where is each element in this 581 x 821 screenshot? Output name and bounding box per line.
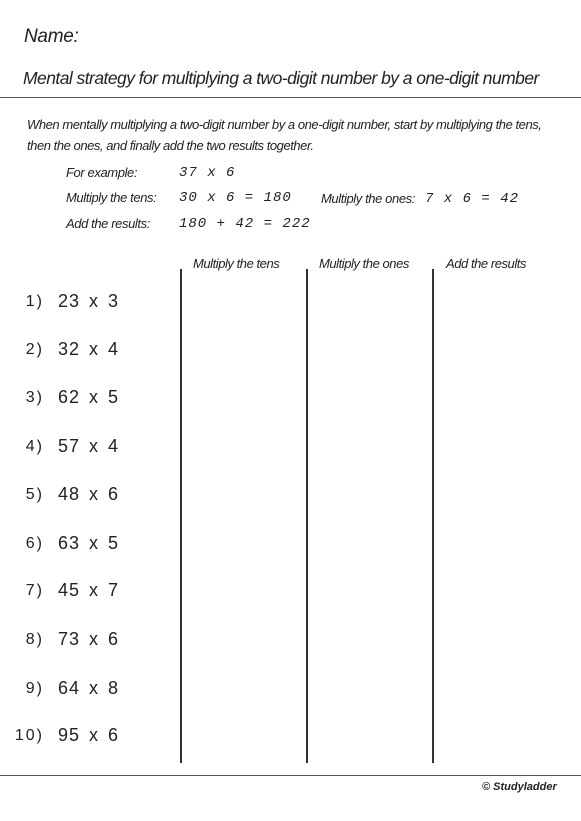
column-divider-1 (180, 269, 182, 763)
question-expression: 73 x 6 (58, 629, 120, 649)
question-expression: 45 x 7 (58, 580, 120, 600)
question-expression: 23 x 3 (58, 291, 120, 311)
copyright-notice: © Studyladder (482, 781, 557, 793)
add-results-label: Add the results: (66, 216, 150, 231)
question-expression: 57 x 4 (58, 436, 120, 456)
question-number: 3) (25, 389, 44, 406)
question-expression: 95 x 6 (58, 725, 120, 745)
question-number: 6) (25, 535, 44, 552)
question-expression: 62 x 5 (58, 387, 120, 407)
name-label: Name: (24, 26, 79, 47)
header-divider (0, 97, 581, 98)
column-divider-3 (432, 269, 434, 763)
question-number: 8) (25, 631, 44, 648)
question-expression: 64 x 8 (58, 678, 120, 698)
instructions-text: When mentally multiplying a two-digit number by a one-digit number, start by multiplying the tens, then the ones, and finally add the two results together. (27, 117, 542, 153)
worksheet-title: Mental strategy for multiplying a two-digit number by a one-digit number (23, 68, 539, 88)
column-divider-2 (306, 269, 308, 763)
add-results-value: 180 + 42 = 222 (179, 216, 311, 232)
multiply-ones-value: 7 x 6 = 42 (425, 191, 520, 207)
question-expression: 32 x 4 (58, 339, 120, 359)
question-number: 7) (25, 582, 44, 599)
question-expression: 63 x 5 (58, 533, 120, 553)
column-header-tens: Multiply the tens (193, 256, 280, 271)
example-problem: 37 x 6 (179, 165, 236, 181)
question-number: 1) (25, 293, 44, 310)
footer-divider (0, 775, 581, 776)
question-number: 2) (25, 341, 44, 358)
column-header-results: Add the results (446, 256, 526, 271)
multiply-tens-label: Multiply the tens: (66, 190, 157, 205)
question-number: 4) (25, 438, 44, 455)
example-label: For example: (66, 165, 138, 180)
question-number: 5) (25, 486, 44, 503)
question-expression: 48 x 6 (58, 484, 120, 504)
multiply-ones-label: Multiply the ones: (321, 191, 415, 206)
multiply-tens-value: 30 x 6 = 180 (179, 190, 292, 206)
question-number: 10) (14, 727, 44, 744)
column-header-ones: Multiply the ones (319, 256, 409, 271)
question-number: 9) (25, 680, 44, 697)
